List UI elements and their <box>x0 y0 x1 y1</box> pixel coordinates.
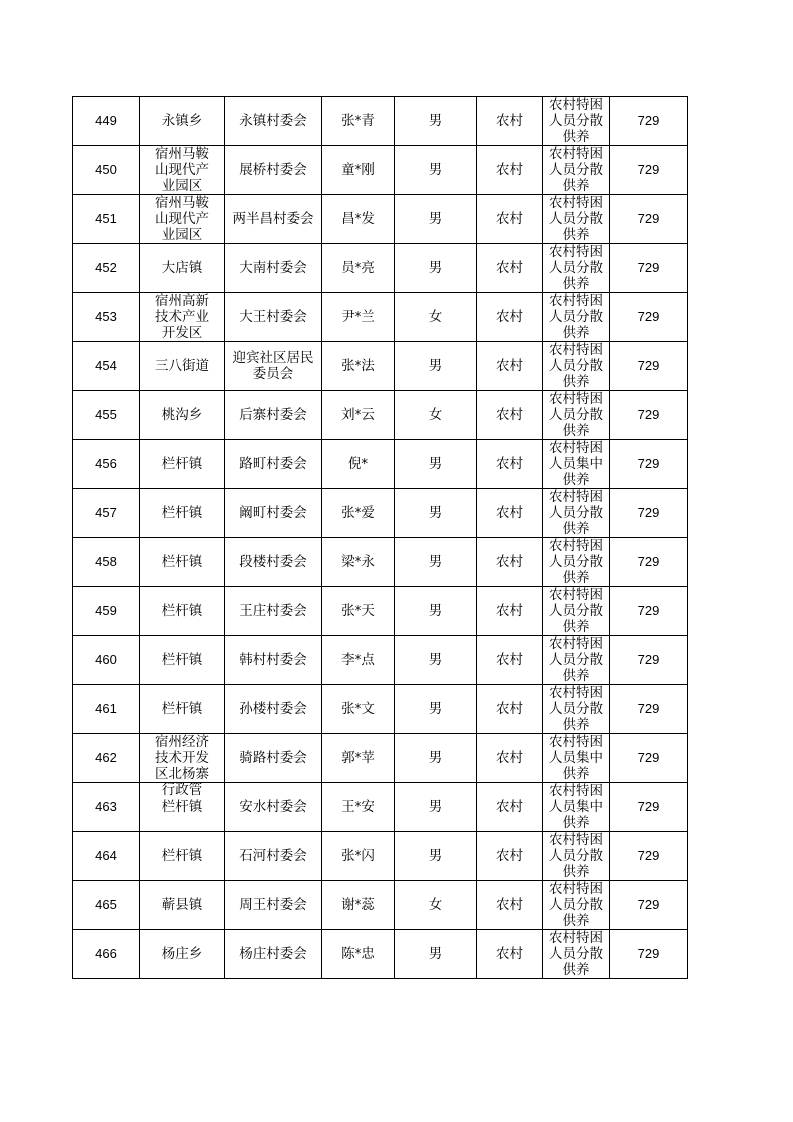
cell-gender: 女 <box>395 391 477 440</box>
cell-village-text: 安水村委会 <box>239 799 307 815</box>
cell-support-type <box>543 685 610 734</box>
cell-index: 460 <box>73 636 140 685</box>
cell-village <box>225 734 322 783</box>
table-row <box>73 636 688 685</box>
cell-index: 461 <box>73 685 140 734</box>
cell-amount: 729 <box>610 538 688 587</box>
cell-name: 梁*永 <box>322 538 395 587</box>
cell-name: 郭*苹 <box>322 734 395 783</box>
cell-town-text: 宿州经济技术开发区北杨寨行政管 <box>155 734 209 798</box>
cell-gender: 男 <box>395 832 477 881</box>
cell-area: 农村 <box>477 685 543 734</box>
cell-village <box>225 832 322 881</box>
cell-town-text: 栏杆镇 <box>161 848 203 864</box>
cell-area: 农村 <box>477 342 543 391</box>
table-row <box>73 734 688 783</box>
cell-area: 农村 <box>477 244 543 293</box>
cell-town <box>140 832 225 881</box>
cell-support-type <box>543 538 610 587</box>
cell-town-text: 栏杆镇 <box>161 799 203 815</box>
cell-village-text: 展桥村委会 <box>239 162 307 178</box>
cell-town <box>140 734 225 798</box>
cell-support-type <box>543 342 610 391</box>
cell-name: 刘*云 <box>322 391 395 440</box>
cell-support-type-text: 农村特困人员分散供养 <box>549 146 603 194</box>
cell-village-text: 路町村委会 <box>239 456 307 472</box>
cell-town <box>140 244 225 293</box>
cell-area: 农村 <box>477 587 543 636</box>
cell-village <box>225 440 322 489</box>
cell-support-type <box>543 146 610 195</box>
cell-name: 王*安 <box>322 783 395 832</box>
cell-name: 张*闪 <box>322 832 395 881</box>
cell-name: 昌*发 <box>322 195 395 244</box>
cell-village-text: 韩村村委会 <box>239 652 307 668</box>
cell-support-type-text: 农村特困人员分散供养 <box>549 636 603 684</box>
cell-name: 张*法 <box>322 342 395 391</box>
cell-village-text: 阚町村委会 <box>239 505 307 521</box>
cell-town <box>140 685 225 734</box>
table-body <box>73 97 688 979</box>
cell-support-type-text: 农村特困人员分散供养 <box>549 587 603 635</box>
cell-support-type <box>543 440 610 489</box>
cell-gender: 男 <box>395 97 477 146</box>
cell-name: 陈*忠 <box>322 930 395 979</box>
cell-index: 457 <box>73 489 140 538</box>
cell-town <box>140 489 225 538</box>
cell-name: 张*天 <box>322 587 395 636</box>
cell-town-text: 桃沟乡 <box>161 407 203 423</box>
cell-area: 农村 <box>477 881 543 930</box>
cell-name: 张*文 <box>322 685 395 734</box>
table-row <box>73 685 688 734</box>
table-row <box>73 97 688 146</box>
cell-village-text: 后寨村委会 <box>239 407 307 423</box>
cell-gender: 男 <box>395 783 477 832</box>
data-table <box>72 96 688 979</box>
cell-amount: 729 <box>610 489 688 538</box>
cell-village <box>225 636 322 685</box>
cell-village <box>225 489 322 538</box>
cell-index: 465 <box>73 881 140 930</box>
cell-town <box>140 538 225 587</box>
cell-town <box>140 293 225 342</box>
table-row <box>73 195 688 244</box>
cell-town-text: 三八街道 <box>155 358 209 374</box>
cell-index: 451 <box>73 195 140 244</box>
cell-index: 466 <box>73 930 140 979</box>
cell-support-type <box>543 734 610 783</box>
cell-village <box>225 293 322 342</box>
cell-area: 农村 <box>477 195 543 244</box>
cell-village-text: 段楼村委会 <box>239 554 307 570</box>
cell-area: 农村 <box>477 391 543 440</box>
table-row <box>73 832 688 881</box>
cell-gender: 男 <box>395 146 477 195</box>
cell-name: 尹*兰 <box>322 293 395 342</box>
cell-index: 455 <box>73 391 140 440</box>
cell-village <box>225 342 322 391</box>
cell-village <box>225 685 322 734</box>
cell-index: 449 <box>73 97 140 146</box>
cell-amount: 729 <box>610 293 688 342</box>
cell-town <box>140 97 225 146</box>
cell-support-type-text: 农村特困人员分散供养 <box>549 930 603 978</box>
cell-village-text: 永镇村委会 <box>239 113 307 129</box>
cell-support-type-text: 农村特困人员分散供养 <box>549 391 603 439</box>
cell-town-text: 杨庄乡 <box>161 946 203 962</box>
cell-town-text: 栏杆镇 <box>161 554 203 570</box>
cell-name: 张*青 <box>322 97 395 146</box>
cell-amount: 729 <box>610 391 688 440</box>
cell-support-type <box>543 489 610 538</box>
cell-amount: 729 <box>610 930 688 979</box>
cell-name: 员*亮 <box>322 244 395 293</box>
cell-town-text: 栏杆镇 <box>161 701 203 717</box>
cell-village <box>225 930 322 979</box>
cell-village <box>225 97 322 146</box>
cell-village-text: 王庄村委会 <box>239 603 307 619</box>
cell-support-type <box>543 930 610 979</box>
cell-support-type-text: 农村特困人员分散供养 <box>549 685 603 733</box>
cell-support-type-text: 农村特困人员分散供养 <box>549 489 603 537</box>
cell-support-type-text: 农村特困人员分散供养 <box>549 342 603 390</box>
cell-name: 童*刚 <box>322 146 395 195</box>
table-row <box>73 538 688 587</box>
cell-support-type <box>543 97 610 146</box>
cell-name: 倪* <box>322 440 395 489</box>
cell-town <box>140 146 225 195</box>
table-row <box>73 391 688 440</box>
cell-village-text: 两半昌村委会 <box>232 211 314 227</box>
cell-gender: 女 <box>395 293 477 342</box>
cell-village-text: 杨庄村委会 <box>239 946 307 962</box>
cell-index: 462 <box>73 734 140 783</box>
cell-village-text: 骑路村委会 <box>239 750 307 766</box>
cell-amount: 729 <box>610 342 688 391</box>
cell-index: 452 <box>73 244 140 293</box>
cell-village-text: 大王村委会 <box>239 309 307 325</box>
cell-gender: 男 <box>395 244 477 293</box>
cell-town <box>140 342 225 391</box>
cell-index: 456 <box>73 440 140 489</box>
cell-gender: 男 <box>395 440 477 489</box>
cell-support-type-text: 农村特困人员集中供养 <box>549 734 603 782</box>
cell-town <box>140 391 225 440</box>
cell-town-text: 栏杆镇 <box>161 652 203 668</box>
table-row <box>73 293 688 342</box>
cell-village-text: 石河村委会 <box>239 848 307 864</box>
table-row <box>73 881 688 930</box>
cell-amount: 729 <box>610 244 688 293</box>
cell-town <box>140 930 225 979</box>
cell-town-text: 栏杆镇 <box>161 456 203 472</box>
cell-gender: 男 <box>395 587 477 636</box>
cell-area: 农村 <box>477 636 543 685</box>
cell-gender: 女 <box>395 881 477 930</box>
cell-gender: 男 <box>395 195 477 244</box>
cell-amount: 729 <box>610 636 688 685</box>
cell-village <box>225 587 322 636</box>
table-row <box>73 930 688 979</box>
cell-area: 农村 <box>477 538 543 587</box>
cell-amount: 729 <box>610 146 688 195</box>
cell-area: 农村 <box>477 930 543 979</box>
cell-town <box>140 440 225 489</box>
cell-village <box>225 391 322 440</box>
cell-name: 张*爱 <box>322 489 395 538</box>
cell-support-type <box>543 293 610 342</box>
cell-town-text: 宿州高新技术产业开发区 <box>155 293 209 341</box>
cell-gender: 男 <box>395 489 477 538</box>
cell-index: 459 <box>73 587 140 636</box>
cell-amount: 729 <box>610 97 688 146</box>
cell-town-text: 蕲县镇 <box>161 897 203 913</box>
cell-village-text: 孙楼村委会 <box>239 701 307 717</box>
table-row <box>73 146 688 195</box>
cell-village <box>225 783 322 832</box>
cell-town <box>140 587 225 636</box>
cell-gender: 男 <box>395 636 477 685</box>
cell-support-type-text: 农村特困人员集中供养 <box>549 783 603 831</box>
cell-support-type <box>543 244 610 293</box>
cell-village <box>225 146 322 195</box>
cell-gender: 男 <box>395 734 477 783</box>
cell-support-type <box>543 195 610 244</box>
cell-support-type <box>543 587 610 636</box>
cell-town-text: 栏杆镇 <box>161 505 203 521</box>
cell-town <box>140 881 225 930</box>
cell-area: 农村 <box>477 293 543 342</box>
cell-index: 450 <box>73 146 140 195</box>
cell-amount: 729 <box>610 685 688 734</box>
cell-area: 农村 <box>477 97 543 146</box>
cell-support-type-text: 农村特困人员分散供养 <box>549 195 603 243</box>
cell-index: 454 <box>73 342 140 391</box>
cell-town-text: 栏杆镇 <box>161 603 203 619</box>
cell-area: 农村 <box>477 783 543 832</box>
cell-village-text: 迎宾社区居民委员会 <box>232 350 314 382</box>
cell-support-type <box>543 832 610 881</box>
cell-amount: 729 <box>610 832 688 881</box>
cell-gender: 男 <box>395 930 477 979</box>
cell-support-type-text: 农村特困人员分散供养 <box>549 244 603 292</box>
table-row <box>73 587 688 636</box>
cell-index: 453 <box>73 293 140 342</box>
cell-name: 谢*蕊 <box>322 881 395 930</box>
cell-support-type <box>543 391 610 440</box>
cell-support-type-text: 农村特困人员分散供养 <box>549 881 603 929</box>
cell-support-type-text: 农村特困人员分散供养 <box>549 293 603 341</box>
cell-area: 农村 <box>477 440 543 489</box>
cell-support-type <box>543 881 610 930</box>
cell-support-type-text: 农村特困人员集中供养 <box>549 440 603 488</box>
cell-support-type <box>543 783 610 832</box>
cell-amount: 729 <box>610 587 688 636</box>
cell-area: 农村 <box>477 734 543 783</box>
cell-village <box>225 881 322 930</box>
cell-amount: 729 <box>610 440 688 489</box>
cell-gender: 男 <box>395 538 477 587</box>
cell-village-text: 周王村委会 <box>239 897 307 913</box>
cell-town-text: 大店镇 <box>161 260 203 276</box>
cell-gender: 男 <box>395 685 477 734</box>
table-row <box>73 342 688 391</box>
cell-name: 李*点 <box>322 636 395 685</box>
cell-area: 农村 <box>477 832 543 881</box>
table-row <box>73 440 688 489</box>
cell-support-type-text: 农村特困人员分散供养 <box>549 832 603 880</box>
cell-town <box>140 636 225 685</box>
cell-support-type <box>543 636 610 685</box>
table-row <box>73 244 688 293</box>
cell-index: 464 <box>73 832 140 881</box>
cell-gender: 男 <box>395 342 477 391</box>
cell-town-text: 宿州马鞍山现代产业园区 <box>155 146 209 194</box>
cell-amount: 729 <box>610 783 688 832</box>
cell-area: 农村 <box>477 146 543 195</box>
cell-village <box>225 244 322 293</box>
table-row <box>73 489 688 538</box>
cell-town-text: 宿州马鞍山现代产业园区 <box>155 195 209 243</box>
cell-index: 458 <box>73 538 140 587</box>
cell-support-type-text: 农村特困人员分散供养 <box>549 97 603 145</box>
cell-amount: 729 <box>610 195 688 244</box>
cell-town-text: 永镇乡 <box>161 113 203 129</box>
cell-area: 农村 <box>477 489 543 538</box>
cell-index: 463 <box>73 783 140 832</box>
cell-village <box>225 195 322 244</box>
cell-village-text: 大南村委会 <box>239 260 307 276</box>
cell-support-type-text: 农村特困人员分散供养 <box>549 538 603 586</box>
cell-town <box>140 195 225 244</box>
cell-village <box>225 538 322 587</box>
cell-amount: 729 <box>610 734 688 783</box>
cell-amount: 729 <box>610 881 688 930</box>
